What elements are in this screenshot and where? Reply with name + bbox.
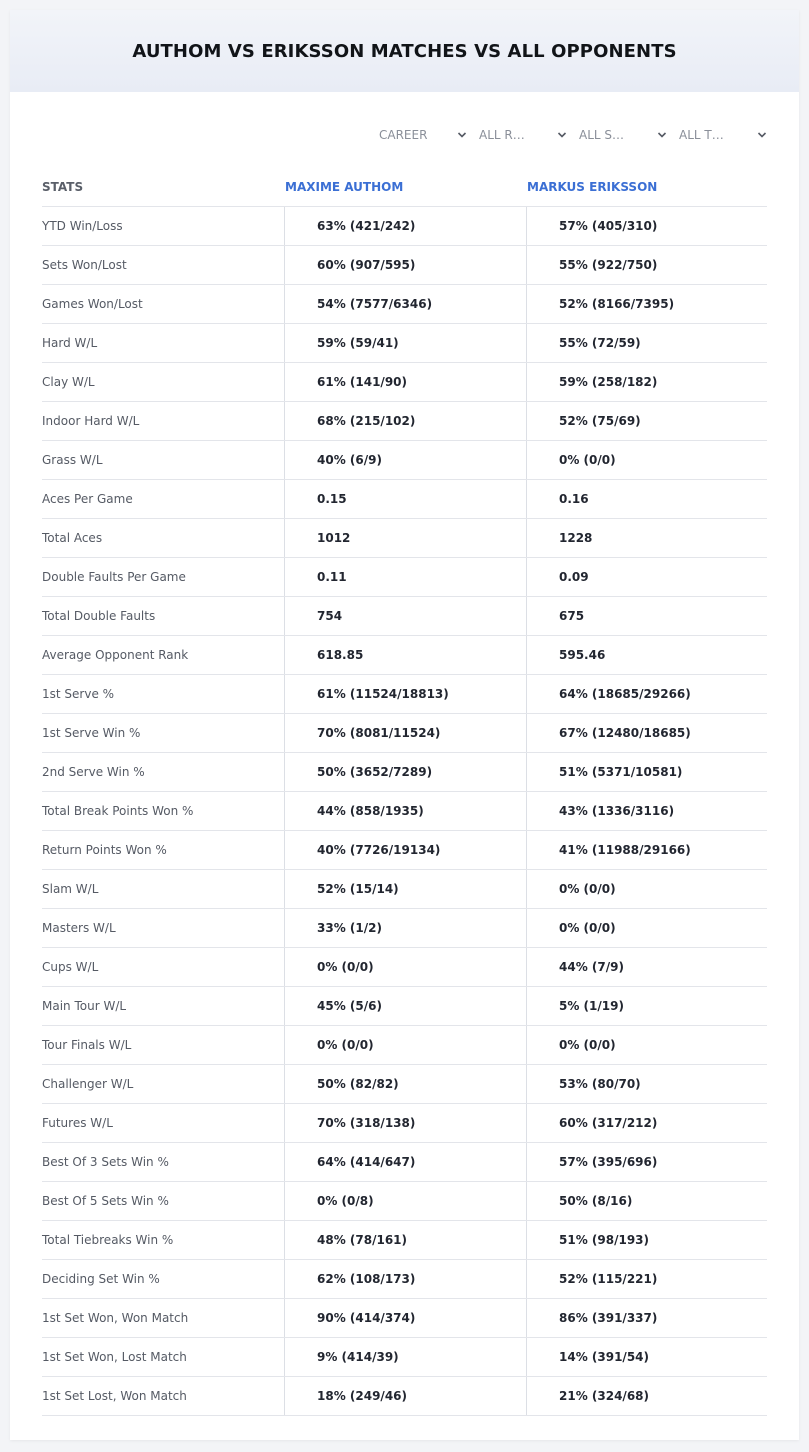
table-row [42, 285, 767, 324]
page-header [10, 10, 799, 92]
player1-value: 60% (907/595) [285, 246, 527, 284]
player2-value: 43% (1336/3116) [559, 804, 675, 818]
table-body [42, 207, 767, 1416]
stat-label: Challenger W/L [42, 1065, 285, 1103]
player1-value: 59% (59/41) [285, 324, 527, 362]
stat-label: Grass W/L [42, 441, 285, 479]
table-row [42, 831, 767, 870]
player2-value: 52% (75/69) [559, 414, 641, 428]
table-row [42, 207, 767, 246]
player2-value: 44% (7/9) [559, 960, 624, 974]
player2-value: 1228 [559, 531, 593, 545]
table-row [42, 675, 767, 714]
filter-period-label: CAREER [379, 128, 428, 142]
table-row [42, 1377, 767, 1416]
player2-value: 0% (0/0) [559, 453, 616, 467]
player2-value: 0.16 [559, 492, 589, 506]
table-header [42, 168, 767, 207]
player2-value: 0.09 [559, 570, 589, 584]
player1-value: 0.15 [285, 480, 527, 518]
header-player1-link[interactable]: MAXIME AUTHOM [285, 180, 404, 194]
table-row [42, 1182, 767, 1221]
table-row [42, 558, 767, 597]
player2-value: 55% (922/750) [559, 258, 658, 272]
player2-value: 50% (8/16) [559, 1194, 633, 1208]
table-row [42, 246, 767, 285]
stat-label: Cups W/L [42, 948, 285, 986]
player1-value: 45% (5/6) [285, 987, 527, 1025]
player2-value: 675 [559, 609, 585, 623]
player1-value: 33% (1/2) [285, 909, 527, 947]
table-row [42, 519, 767, 558]
table-row [42, 753, 767, 792]
player2-value: 52% (8166/7395) [559, 297, 675, 311]
table-row [42, 1065, 767, 1104]
player1-value: 52% (15/14) [285, 870, 527, 908]
stat-label: Average Opponent Rank [42, 636, 285, 674]
stat-label: Return Points Won % [42, 831, 285, 869]
player2-value: 53% (80/70) [559, 1077, 641, 1091]
player2-value: 21% (324/68) [559, 1389, 649, 1403]
player1-value: 18% (249/46) [285, 1377, 527, 1415]
filter-period-select[interactable] [367, 125, 467, 145]
stats-table [42, 168, 767, 1416]
table-row [42, 987, 767, 1026]
stat-label: 1st Set Lost, Won Match [42, 1377, 285, 1415]
table-row [42, 1221, 767, 1260]
player2-value: 51% (5371/10581) [559, 765, 683, 779]
player1-value: 90% (414/374) [285, 1299, 527, 1337]
player1-value: 0% (0/0) [285, 948, 527, 986]
stat-label: Futures W/L [42, 1104, 285, 1142]
stat-label: Aces Per Game [42, 480, 285, 518]
stat-label: Main Tour W/L [42, 987, 285, 1025]
player1-value: 48% (78/161) [285, 1221, 527, 1259]
stat-label: Slam W/L [42, 870, 285, 908]
player1-value: 64% (414/647) [285, 1143, 527, 1181]
table-row [42, 402, 767, 441]
stat-label: Total Aces [42, 519, 285, 557]
player1-value: 54% (7577/6346) [285, 285, 527, 323]
chevron-down-icon [657, 130, 667, 140]
player2-value: 60% (317/212) [559, 1116, 658, 1130]
player2-value: 0% (0/0) [559, 1038, 616, 1052]
player2-value: 51% (98/193) [559, 1233, 649, 1247]
stat-label: 1st Set Won, Lost Match [42, 1338, 285, 1376]
player2-value: 57% (405/310) [559, 219, 658, 233]
player1-value: 0% (0/8) [285, 1182, 527, 1220]
stat-label: 1st Set Won, Won Match [42, 1299, 285, 1337]
table-row [42, 636, 767, 675]
table-row [42, 714, 767, 753]
chevron-down-icon [757, 130, 767, 140]
stat-label: 1st Serve % [42, 675, 285, 713]
table-row [42, 1143, 767, 1182]
stat-label: Clay W/L [42, 363, 285, 401]
stat-label: Best Of 5 Sets Win % [42, 1182, 285, 1220]
player1-value: 63% (421/242) [285, 207, 527, 245]
stat-label: YTD Win/Loss [42, 207, 285, 245]
player2-value: 5% (1/19) [559, 999, 624, 1013]
player2-value: 14% (391/54) [559, 1350, 649, 1364]
table-row [42, 1026, 767, 1065]
player1-value: 1012 [285, 519, 527, 557]
filter-tournament-select[interactable] [667, 125, 767, 145]
table-row [42, 1104, 767, 1143]
table-row [42, 909, 767, 948]
stat-label: Sets Won/Lost [42, 246, 285, 284]
player1-value: 50% (82/82) [285, 1065, 527, 1103]
stat-label: 1st Serve Win % [42, 714, 285, 752]
table-row [42, 792, 767, 831]
player1-value: 44% (858/1935) [285, 792, 527, 830]
table-row [42, 363, 767, 402]
filter-round-label: ALL R… [479, 128, 525, 142]
filter-round-select[interactable] [467, 125, 567, 145]
player1-value: 70% (8081/11524) [285, 714, 527, 752]
player2-value: 595.46 [559, 648, 606, 662]
stat-label: Double Faults Per Game [42, 558, 285, 596]
player1-value: 68% (215/102) [285, 402, 527, 440]
stats-card [10, 10, 799, 1440]
filter-surface-label: ALL S… [579, 128, 625, 142]
player1-value: 9% (414/39) [285, 1338, 527, 1376]
player1-value: 40% (6/9) [285, 441, 527, 479]
page-title: AUTHOM VS ERIKSSON MATCHES VS ALL OPPONENTS [132, 40, 677, 62]
player2-value: 0% (0/0) [559, 921, 616, 935]
filter-surface-select[interactable] [567, 125, 667, 145]
stat-label: Deciding Set Win % [42, 1260, 285, 1298]
player2-value: 86% (391/337) [559, 1311, 658, 1325]
player2-value: 55% (72/59) [559, 336, 641, 350]
filter-bar [367, 125, 767, 145]
table-row [42, 948, 767, 987]
player1-value: 0.11 [285, 558, 527, 596]
player1-value: 40% (7726/19134) [285, 831, 527, 869]
table-row [42, 1299, 767, 1338]
table-row [42, 441, 767, 480]
player1-value: 50% (3652/7289) [285, 753, 527, 791]
player2-value: 57% (395/696) [559, 1155, 658, 1169]
player2-value: 64% (18685/29266) [559, 687, 691, 701]
table-row [42, 480, 767, 519]
player2-value: 67% (12480/18685) [559, 726, 691, 740]
player1-value: 61% (141/90) [285, 363, 527, 401]
player2-value: 59% (258/182) [559, 375, 658, 389]
player1-value: 618.85 [285, 636, 527, 674]
player1-value: 754 [285, 597, 527, 635]
stat-label: Hard W/L [42, 324, 285, 362]
chevron-down-icon [557, 130, 567, 140]
header-player2-link[interactable]: MARKUS ERIKSSON [527, 180, 658, 194]
player1-value: 62% (108/173) [285, 1260, 527, 1298]
table-row [42, 597, 767, 636]
chevron-down-icon [457, 130, 467, 140]
player2-value: 41% (11988/29166) [559, 843, 691, 857]
player1-value: 0% (0/0) [285, 1026, 527, 1064]
player1-value: 61% (11524/18813) [285, 675, 527, 713]
stat-label: Masters W/L [42, 909, 285, 947]
table-row [42, 870, 767, 909]
player1-value: 70% (318/138) [285, 1104, 527, 1142]
stat-label: Indoor Hard W/L [42, 402, 285, 440]
player2-value: 0% (0/0) [559, 882, 616, 896]
table-row [42, 1338, 767, 1377]
player2-value: 52% (115/221) [559, 1272, 658, 1286]
stat-label: Total Break Points Won % [42, 792, 285, 830]
table-row [42, 324, 767, 363]
header-stats: STATS [42, 180, 84, 194]
table-row [42, 1260, 767, 1299]
filter-tournament-label: ALL T… [679, 128, 724, 142]
stat-label: Games Won/Lost [42, 285, 285, 323]
stat-label: Best Of 3 Sets Win % [42, 1143, 285, 1181]
stat-label: 2nd Serve Win % [42, 753, 285, 791]
stat-label: Total Double Faults [42, 597, 285, 635]
stat-label: Tour Finals W/L [42, 1026, 285, 1064]
stat-label: Total Tiebreaks Win % [42, 1221, 285, 1259]
